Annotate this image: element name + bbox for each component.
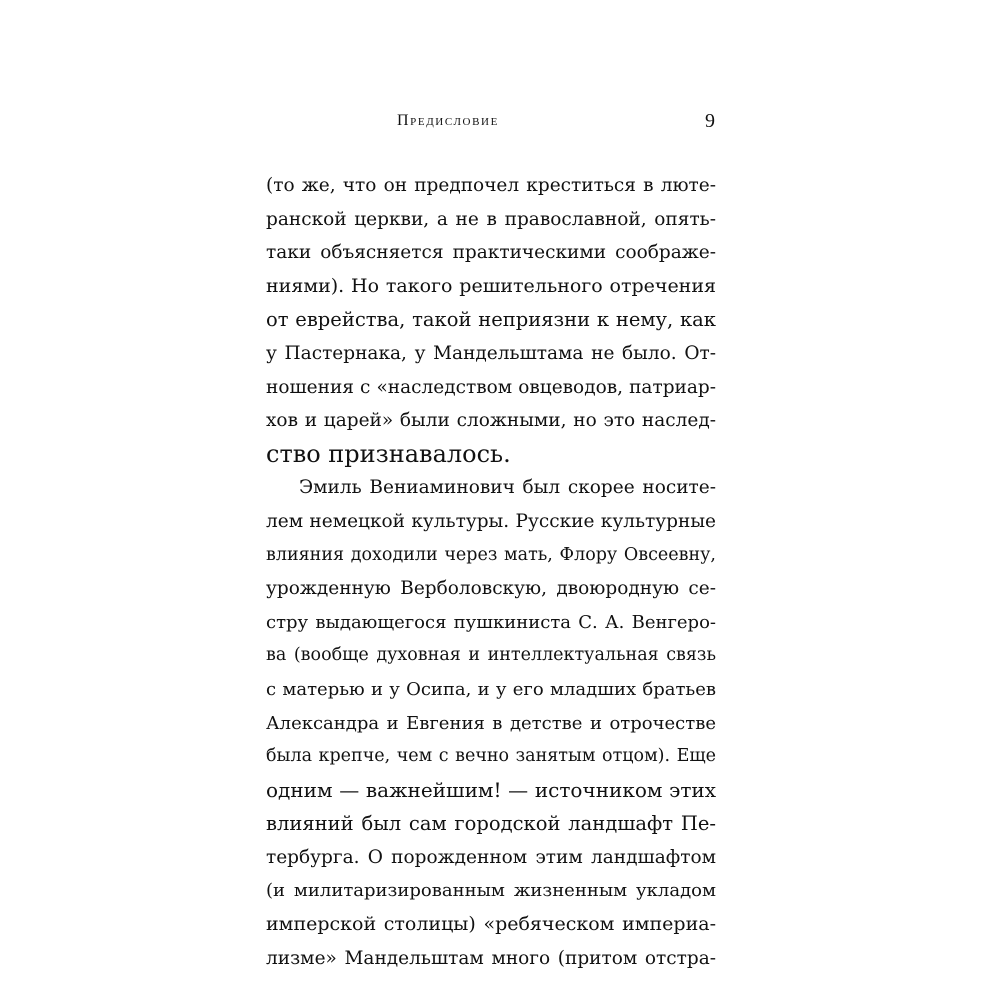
text-line: ва (вообще духовная и интеллектуальная связь: [266, 645, 716, 666]
text-line: имперской столицы) «ребяческом империа-: [266, 913, 716, 936]
text-line: ство признавалось.: [266, 439, 511, 468]
text-line: Эмиль Вениаминович был скорее носите-: [299, 477, 716, 499]
section-title: Предисловие: [397, 112, 499, 129]
text-line: тербурга. О порожденном этим ландшафтом: [266, 846, 716, 868]
text-line: влияний был сам городской ландшафт Пе-: [266, 812, 716, 836]
text-line: одним — важнейшим! — источником этих: [266, 777, 716, 802]
text-line: была крепче, чем с вечно занятым отцом). Еще: [266, 746, 716, 767]
text-line: ношения с «наследством овцеводов, патриар-: [266, 376, 716, 398]
page-number: 9: [705, 110, 715, 132]
text-line: влияния доходили через мать, Флору Овсеевну,: [266, 544, 716, 565]
text-line: ниями). Но такого решительного отречения: [266, 274, 716, 297]
text-line: хов и царей» были сложными, но это наслед-: [266, 410, 716, 432]
text-line: лизме» Мандельштам много (притом отстра-: [266, 947, 716, 969]
text-line: от еврейства, такой неприязни к нему, как: [266, 308, 716, 332]
text-line: лем немецкой культуры. Русские культурные: [266, 510, 716, 532]
text-line: (то же, что он предпочел креститься в люте-: [266, 175, 716, 196]
running-header: [265, 108, 715, 134]
text-line: (и милитаризированным жизненным укладом: [266, 880, 716, 902]
text-line: ранской церкви, а не в православной, опять-: [266, 208, 716, 230]
text-line: Александра и Евгения в детстве и отрочестве: [266, 712, 716, 734]
text-line: таки объясняется практическими соображе-: [266, 242, 716, 264]
text-line: стру выдающегося пушкиниста С. А. Венгеро-: [266, 611, 716, 633]
body-text: [266, 169, 716, 975]
text-line: урожденную Верболовскую, двоюродную се-: [266, 578, 716, 600]
paragraph-1: [266, 169, 716, 471]
text-line: с матерью и у Осипа, и у его младших братьев: [266, 678, 716, 700]
text-line: у Пастернака, у Мандельштама не было. От-: [266, 342, 716, 364]
paragraph-2: [266, 471, 716, 975]
